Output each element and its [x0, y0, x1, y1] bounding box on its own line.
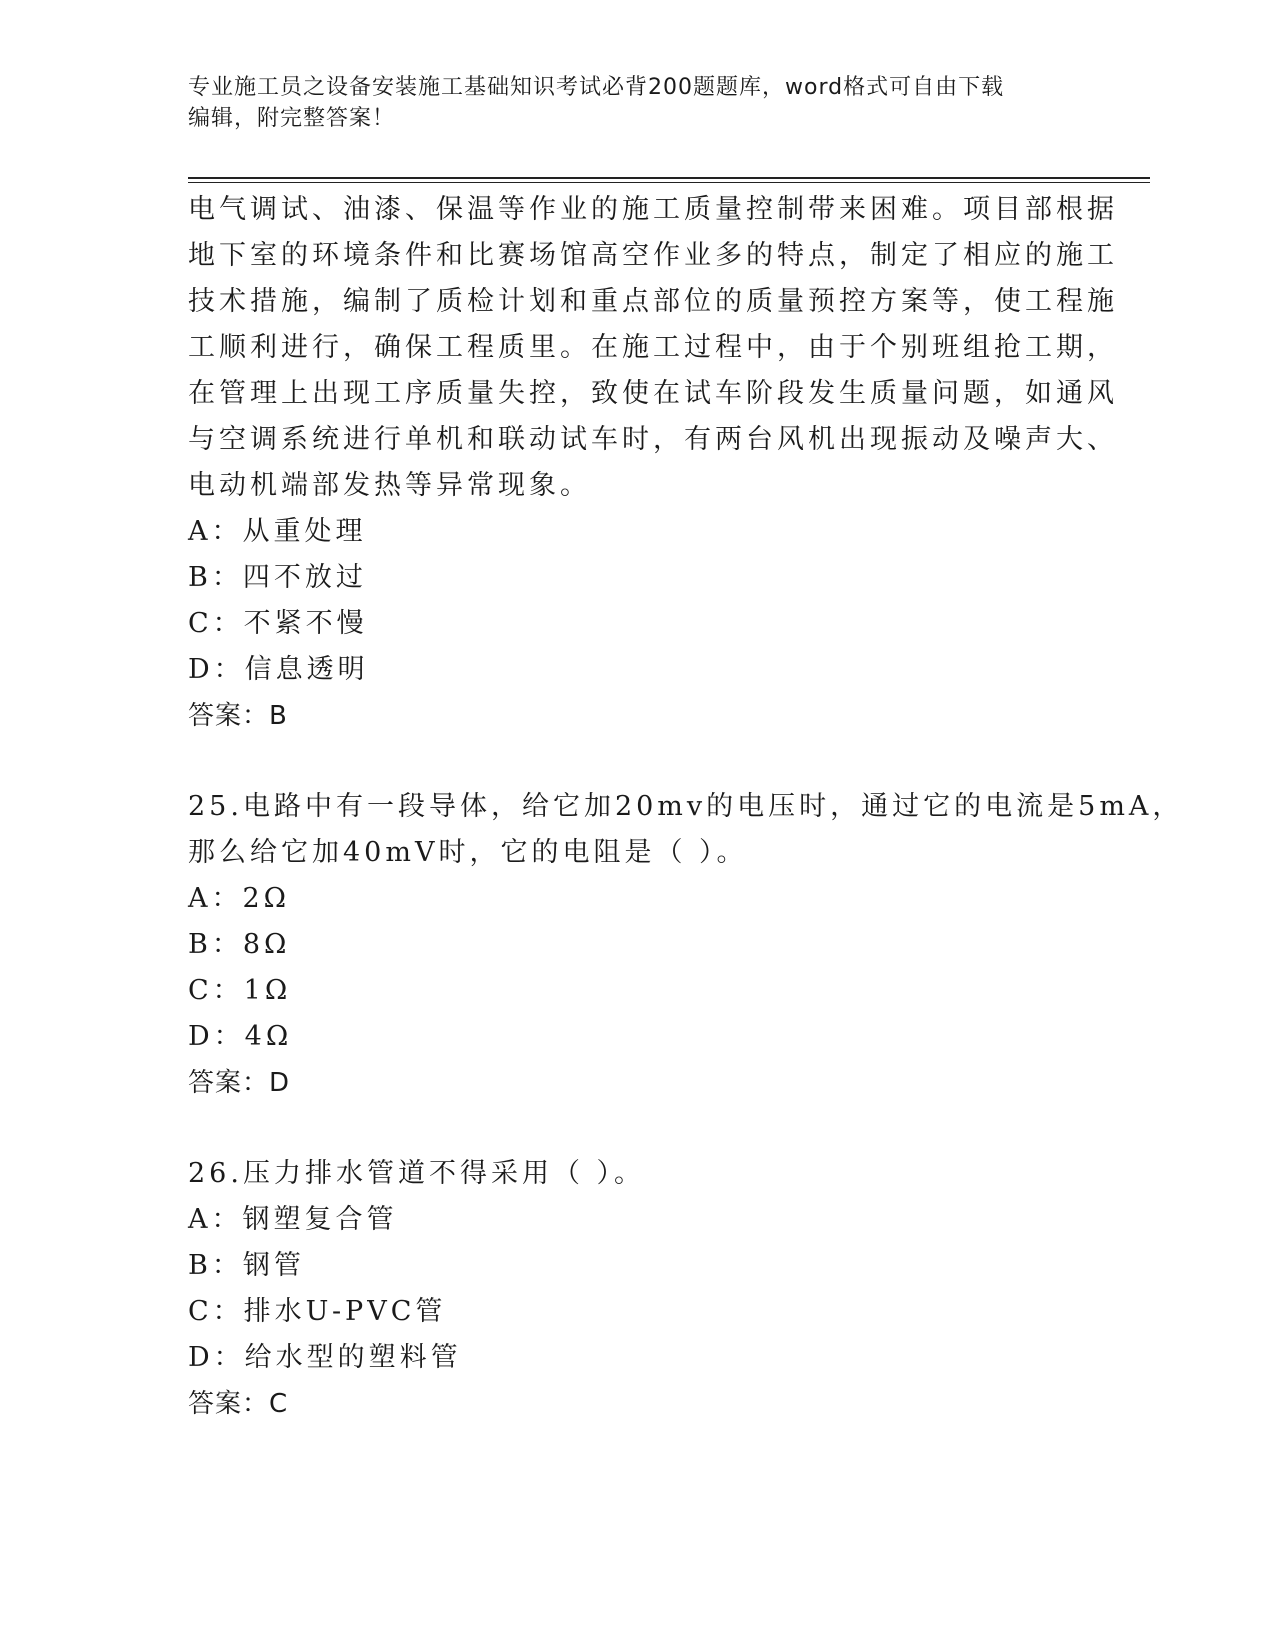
question-26-answer: 答案：C: [188, 1389, 289, 1419]
option-a: A：2Ω: [188, 883, 291, 914]
option-b: B：钢管: [188, 1250, 305, 1281]
passage-line: 与空调系统进行单机和联动试车时，有两台风机出现振动及噪声大、: [188, 424, 1118, 455]
option-d: D：给水型的塑料管: [188, 1342, 462, 1373]
question-25-answer: 答案：D: [188, 1068, 291, 1098]
header-rule-thick: [188, 177, 1150, 179]
question-stem: 26.压力排水管道不得采用（ ）。: [188, 1158, 646, 1189]
header-rule-thin: [188, 182, 1150, 183]
option-b: B：8Ω: [188, 929, 291, 960]
question-stem: 那么给它加40mV时，它的电阻是（ ）。: [188, 837, 748, 868]
option-b: B：四不放过: [188, 562, 367, 593]
document-body: [188, 187, 1184, 1427]
question-24-passage: [188, 187, 1118, 509]
option-a: A：从重处理: [188, 516, 367, 547]
option-c: C：排水U-PVC管: [188, 1296, 447, 1327]
question-26: [188, 1151, 1088, 1427]
spacer: [188, 1106, 1088, 1151]
passage-line: 电气调试、油漆、保温等作业的施工质量控制带来困难。项目部根据: [188, 194, 1118, 225]
option-c: C：1Ω: [188, 975, 292, 1006]
passage-line: 技术措施，编制了质检计划和重点部位的质量预控方案等，使工程施: [188, 286, 1118, 317]
passage-line: 在管理上出现工序质量失控，致使在试车阶段发生质量问题，如通风: [188, 378, 1118, 409]
option-d: D：4Ω: [188, 1021, 293, 1052]
header-line-1: 专业施工员之设备安装施工基础知识考试必背200题题库，word格式可自由下载: [188, 75, 1005, 100]
option-a: A：钢塑复合管: [188, 1204, 398, 1235]
passage-line: 地下室的环境条件和比赛场馆高空作业多的特点，制定了相应的施工: [188, 240, 1118, 271]
passage-line: 工顺利进行，确保工程质里。在施工过程中，由于个别班组抢工期，: [188, 332, 1118, 363]
question-24-answer: 答案：B: [188, 701, 288, 731]
question-stem: 25.电路中有一段导体，给它加20mv的电压时，通过它的电流是5mA，: [188, 791, 1184, 822]
spacer: [188, 739, 1088, 784]
option-d: D：信息透明: [188, 654, 369, 685]
header-line-2: 编辑，附完整答案！: [188, 106, 396, 131]
passage-line: 电动机端部发热等异常现象。: [188, 470, 591, 501]
document-header: [188, 72, 1088, 134]
option-c: C：不紧不慢: [188, 608, 368, 639]
question-24-options: [188, 509, 1088, 693]
question-25: [188, 784, 1184, 1106]
